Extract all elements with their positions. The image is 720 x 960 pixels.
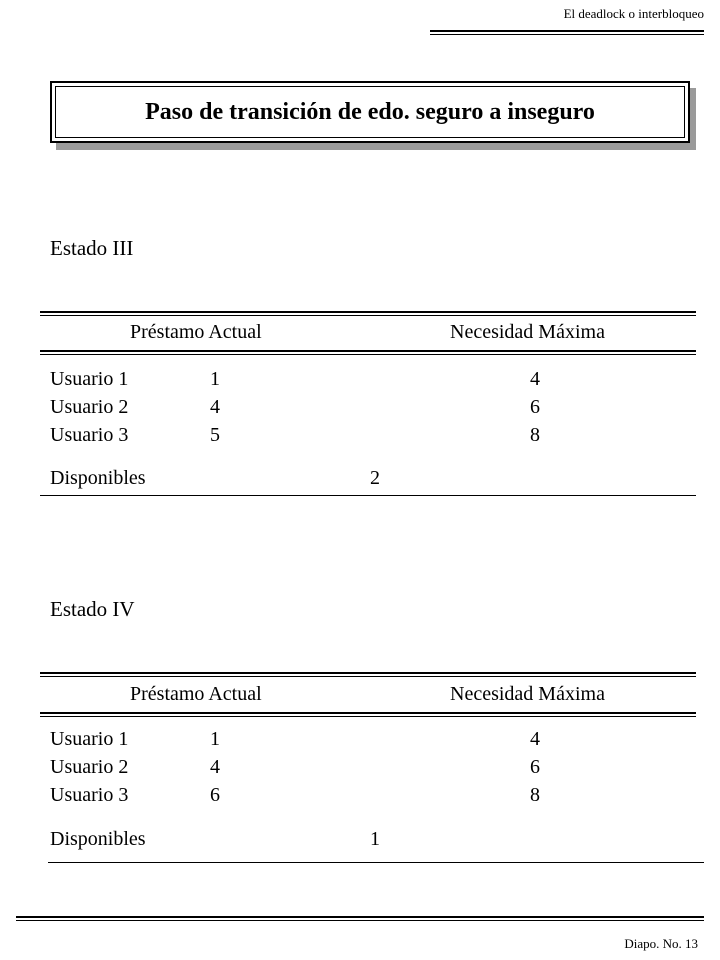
table-row-max: 4 — [530, 728, 540, 750]
table-row-user: Usuario 1 — [50, 368, 129, 390]
title-box — [50, 81, 690, 143]
header-rule — [430, 30, 704, 35]
state-label-iv: Estado IV — [50, 597, 135, 621]
table-row-max: 6 — [530, 396, 540, 418]
table-iii-bottom-rule — [40, 495, 696, 496]
available-value: 1 — [370, 828, 380, 850]
table-row-user: Usuario 2 — [50, 396, 129, 418]
table-iii-col-max: Necesidad Máxima — [450, 321, 605, 343]
table-iv-head-rule — [40, 712, 696, 717]
table-row-max: 4 — [530, 368, 540, 390]
table-row-loan: 1 — [210, 368, 220, 390]
available-label: Disponibles — [50, 828, 146, 850]
table-row-max: 8 — [530, 784, 540, 806]
table-row-max: 8 — [530, 424, 540, 446]
slide-number: Diapo. No. 13 — [624, 936, 698, 951]
table-iii-top-rule — [40, 311, 696, 316]
table-iii-head-rule — [40, 350, 696, 355]
running-header: El deadlock o interbloqueo — [563, 6, 704, 21]
table-row-user: Usuario 3 — [50, 424, 129, 446]
table-iii-col-loan: Préstamo Actual — [130, 321, 262, 343]
state-label-iii: Estado III — [50, 236, 134, 260]
table-iv-col-loan: Préstamo Actual — [130, 683, 262, 705]
footer-rule — [16, 916, 704, 921]
table-row-user: Usuario 1 — [50, 728, 129, 750]
table-row-max: 6 — [530, 756, 540, 778]
table-row-loan: 5 — [210, 424, 220, 446]
table-row-loan: 1 — [210, 728, 220, 750]
table-iv-bottom-rule — [48, 862, 704, 863]
table-row-loan: 4 — [210, 756, 220, 778]
table-row-loan: 6 — [210, 784, 220, 806]
table-iv-col-max: Necesidad Máxima — [450, 683, 605, 705]
table-iv-top-rule — [40, 672, 696, 677]
table-row-loan: 4 — [210, 396, 220, 418]
slide-title: Paso de transición de edo. seguro a inseguro — [55, 86, 685, 138]
available-value: 2 — [370, 467, 380, 489]
table-row-user: Usuario 3 — [50, 784, 129, 806]
available-label: Disponibles — [50, 467, 146, 489]
table-row-user: Usuario 2 — [50, 756, 129, 778]
